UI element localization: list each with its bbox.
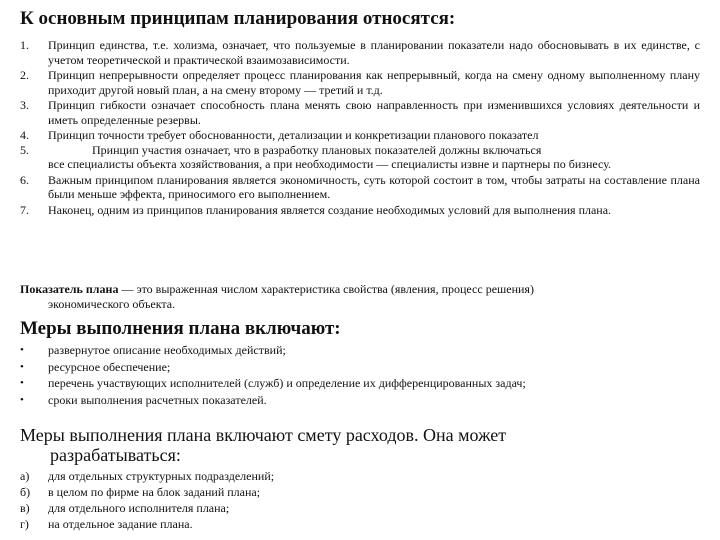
bullet-icon: • bbox=[20, 360, 24, 373]
item-number: 2. bbox=[20, 68, 29, 82]
item-text: Важным принципом планирования является экономичность, суть которой состоит в том, чтобы затраты на составление плана были меньше эффекта, приносимого его выполнением. bbox=[48, 172, 700, 201]
list-item bbox=[20, 375, 700, 392]
principles-heading: К основным принципам планирования относятся: bbox=[20, 8, 456, 29]
item-letter: б) bbox=[20, 485, 31, 499]
item-text: на отдельное задание плана. bbox=[48, 517, 193, 531]
list-item bbox=[20, 98, 700, 127]
list-item bbox=[20, 484, 700, 500]
item-text: в целом по фирме на блок заданий плана; bbox=[48, 485, 261, 499]
item-text: Принцип гибкости означает способность плана менять свою направленность при изменившихся условиях деятельности и иметь определенные резервы. bbox=[48, 98, 700, 127]
item-text: Принцип точности требует обоснованности, детализации и конкретизации планового показател bbox=[48, 128, 539, 142]
bullet-icon: • bbox=[20, 344, 24, 356]
list-item bbox=[20, 143, 700, 172]
measures-list bbox=[20, 342, 700, 408]
item-text: для отдельных структурных подразделений; bbox=[48, 469, 275, 483]
list-item bbox=[20, 173, 700, 202]
item-text: ресурсное обеспечение; bbox=[48, 359, 171, 374]
item-number: 6. bbox=[20, 172, 29, 187]
definition-continuation: экономического объекта. bbox=[48, 296, 176, 311]
list-item bbox=[20, 516, 700, 532]
item-letter: г) bbox=[20, 517, 29, 531]
definition-text: — это выраженная числом характеристика свойства (явления, процесс решения) bbox=[118, 282, 534, 296]
list-item bbox=[20, 392, 700, 409]
definition-paragraph bbox=[20, 282, 696, 311]
budget-heading bbox=[20, 425, 700, 465]
list-item bbox=[20, 500, 700, 516]
list-item bbox=[20, 468, 700, 484]
item-number: 4. bbox=[20, 128, 29, 142]
item-number: 3. bbox=[20, 98, 29, 112]
item-text: развернутое описание необходимых действий; bbox=[48, 343, 286, 357]
bullet-icon: • bbox=[20, 377, 24, 389]
item-number: 7. bbox=[20, 202, 29, 217]
list-item bbox=[20, 68, 700, 97]
budget-heading-line2: разрабатываться: bbox=[50, 445, 181, 465]
list-item bbox=[20, 359, 700, 376]
item-number: 5. bbox=[20, 142, 29, 157]
budget-list bbox=[20, 468, 700, 532]
item-letter: в) bbox=[20, 501, 30, 515]
item-text: Наконец, одним из принципов планирования является создание необходимых условий для выполнения плана. bbox=[48, 202, 612, 217]
list-item bbox=[20, 38, 700, 67]
measures-heading: Меры выполнения плана включают: bbox=[20, 318, 341, 339]
item-text: Принцип непрерывности определяет процесс планирования как непрерывный, когда на смену одному выполненному плану приходит другой новый план, а на смену второму — третий и т.д. bbox=[48, 68, 700, 97]
item-letter: а) bbox=[20, 469, 30, 483]
item-text-rest: все специалисты объекта хозяйствования, а при необходимости — специалисты извне и партнеры по бизнесу. bbox=[48, 157, 612, 171]
item-text: сроки выполнения расчетных показателей. bbox=[48, 392, 267, 407]
item-text: для отдельного исполнителя плана; bbox=[48, 501, 230, 515]
list-item bbox=[20, 128, 700, 143]
item-text: Принцип единства, т.е. холизма, означает, что пользуемые в планировании показатели надо обосновывать в их единстве, с учетом теоретической и практической взаимозависимости. bbox=[48, 38, 700, 67]
list-item bbox=[20, 203, 700, 218]
definition-term: Показатель плана bbox=[20, 282, 119, 296]
bullet-icon: • bbox=[20, 393, 24, 406]
item-text-lead: Принцип участия означает, что в разработку плановых показателей должны включаться bbox=[92, 142, 542, 157]
list-item bbox=[20, 342, 700, 359]
item-number: 1. bbox=[20, 38, 29, 52]
principles-list bbox=[20, 38, 700, 217]
item-text: перечень участвующих исполнителей (служб) и определение их дифференцированных задач; bbox=[48, 376, 526, 390]
budget-heading-line1: Меры выполнения плана включают смету расходов. Она может bbox=[20, 425, 507, 445]
